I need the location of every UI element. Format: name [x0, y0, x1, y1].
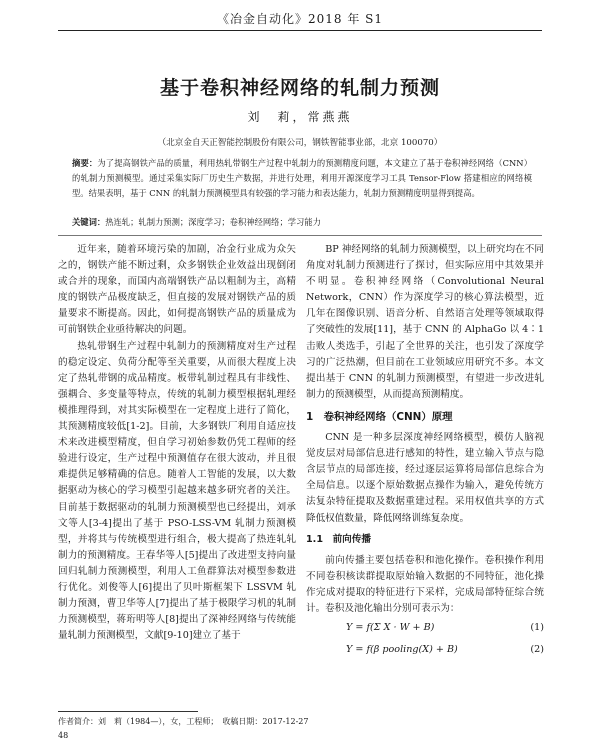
keywords-text: 热连轧；轧制力预测；深度学习；卷积神经网络；学习能力	[105, 217, 321, 227]
left-column	[58, 242, 296, 644]
equation-2: Y = f(β pooling(X) + B) (2)	[306, 639, 544, 661]
paper-authors: 刘 莉，常燕燕	[247, 110, 353, 124]
intro-continuation: BP 神经网络的轧制力预测模型，以上研究均在不同角度对轧制力预测进行了探讨，但实际应用中其效果并不明显。卷积神经网络（Convolutional Neural Network，CNN）作为深度学习的核心算法模型，近几年在图像识别、语音分析、自然语言处理等领域取得了突破性的发展[11]，基于 CNN 的 AlphaGo 以 4∶1 击败人类选手，引起了全世界的关注，也引发了深度学习的广泛热潮，但目前在工业领域应用研究不多。本文提出基于 CNN 的轧制力预测模型，有望进一步改进轧制力的预测模型，从而提高预测精度。	[306, 244, 544, 400]
body-rule	[58, 235, 542, 236]
keywords-label: 关键词：	[72, 217, 106, 227]
section-1-heading: 1 卷积神经网络（CNN）原理	[306, 410, 453, 423]
header-rule	[58, 30, 542, 31]
page-number: 48	[58, 731, 69, 740]
paper-title: 基于卷积神经网络的轧制力预测	[159, 77, 440, 99]
intro-paragraph-1: 近年来，随着环境污染的加剧，冶金行业成为众矢之的，钢铁产能不断过剩，众多钢铁企业效益出现倒闭或合并的现象，而国内高端钢铁产品以粗制为主，高精度的钢铁产品极度缺乏，但直接的发展对钢铁产品的质量要求不断提高。因此，如何提高钢铁产品的质量成为可前钢铁企业亟待解决的问题。	[58, 244, 296, 336]
section-1-1-heading: 1.1 前向传播	[306, 533, 371, 545]
section-1-1-paragraph: 前向传播主要包括卷积和池化操作。卷积操作利用不同卷积核读群提取原始输入数据的不同特征，池化操作完成对提取的特征进行下采样，完成局部特征综合统计。卷积及池化输出分别可表示为：	[306, 554, 544, 614]
section-1-paragraph: CNN 是一种多层深度神经网络模型，模仿人脑视觉皮层对局部信息进行感知的特性，建立输入节点与隐含层节点的局部连接，经过逐层运算将局部信息综合为全局信息。以逐个原始数据点操作为输入，避免传统方法复杂特征提取及数据重建过程。采用权值共享的方式降低权值数量，降低网络训练复杂度。	[306, 432, 544, 524]
equation-1-rhs: f(Σ X · W + B)	[366, 622, 435, 634]
intro-paragraph-2: 热轧带钢生产过程中轧制力的预测精度对生产过程的稳定设定、负荷分配等至关重要，从而很大程度上决定了热轧带钢的成品精度。板带轧制过程具有非线性、强耦合、多变量等特点，传统的轧制力模型根据轧理经模推理得到，对其实际模型在一定程度上进行了简化，其预测精度较低[1-2]。目前，大多钢铁厂利用自适应技术来改进模型精度，但自学习初始参数仍凭工程师的经验进行设定，生产过程中预测值存在很大波动，并且很难提供足够精确的信息。随着人工智能的发展，以大数据驱动为核心的学习模型引起越来越多研究者的关注。目前基于数据驱动的轧制力预测模型也已经提出，刘承文等人[3-4]提出了基于 PSO-LSS-VM 轧制力预测模型，并将其与传统模型进行组合，极大提高了热连轧轧制力的预测精度。王春华等人[5]提出了改进型支持向量回归轧制力预测模型，利用人工鱼群算法对模型参数进行优化。刘俊等人[6]提出了贝叶斯框架下 LSSVM 轧制力预测，曹卫华等人[7]提出了基于极限学习机的轧制力预测模型，蒋珩明等人[8]提出了深神经网络与传统能量轧制力预测模型，文献[9-10]建立了基于	[58, 340, 296, 642]
equation-2-rhs: f(β pooling(X) + B)	[366, 644, 458, 656]
right-column	[306, 242, 544, 661]
equation-2-number: (2)	[530, 644, 544, 656]
abstract-text: 为了提高钢铁产品的质量，利用热轧带钢生产过程中轧制力的预测精度问题，本文建立了基于卷积神经网络（CNN）的轧制力预测模型。通过采集实际厂历史生产数据，并进行处理，利用开源深度学习工具 Tensor-Flow 搭建相应的网络模型。结果表明，基于 CNN 的轧制力预测模型具有较强的学习能力和表达能力，轧制力预测精度明显得到提高。	[72, 158, 532, 198]
running-head: 《冶金自动化》2018 年 S1	[216, 12, 384, 26]
equation-1: Y = f(Σ X · W + B) (1)	[306, 617, 544, 639]
paper-affiliation: （北京金自天正智能控制股份有限公司，钢铁智能事业部，北京 100070）	[157, 138, 443, 148]
author-footnote: 作者简介：刘 莉（1984—），女，工程师； 收稿日期：2017-12-27	[58, 717, 309, 726]
footnote-rule	[58, 711, 198, 712]
equation-1-number: (1)	[530, 622, 544, 634]
equation-1-lhs: Y	[346, 622, 353, 634]
abstract	[72, 156, 532, 201]
keywords	[72, 215, 532, 229]
abstract-label: 摘要：	[72, 158, 98, 168]
equation-2-lhs: Y	[346, 644, 353, 656]
